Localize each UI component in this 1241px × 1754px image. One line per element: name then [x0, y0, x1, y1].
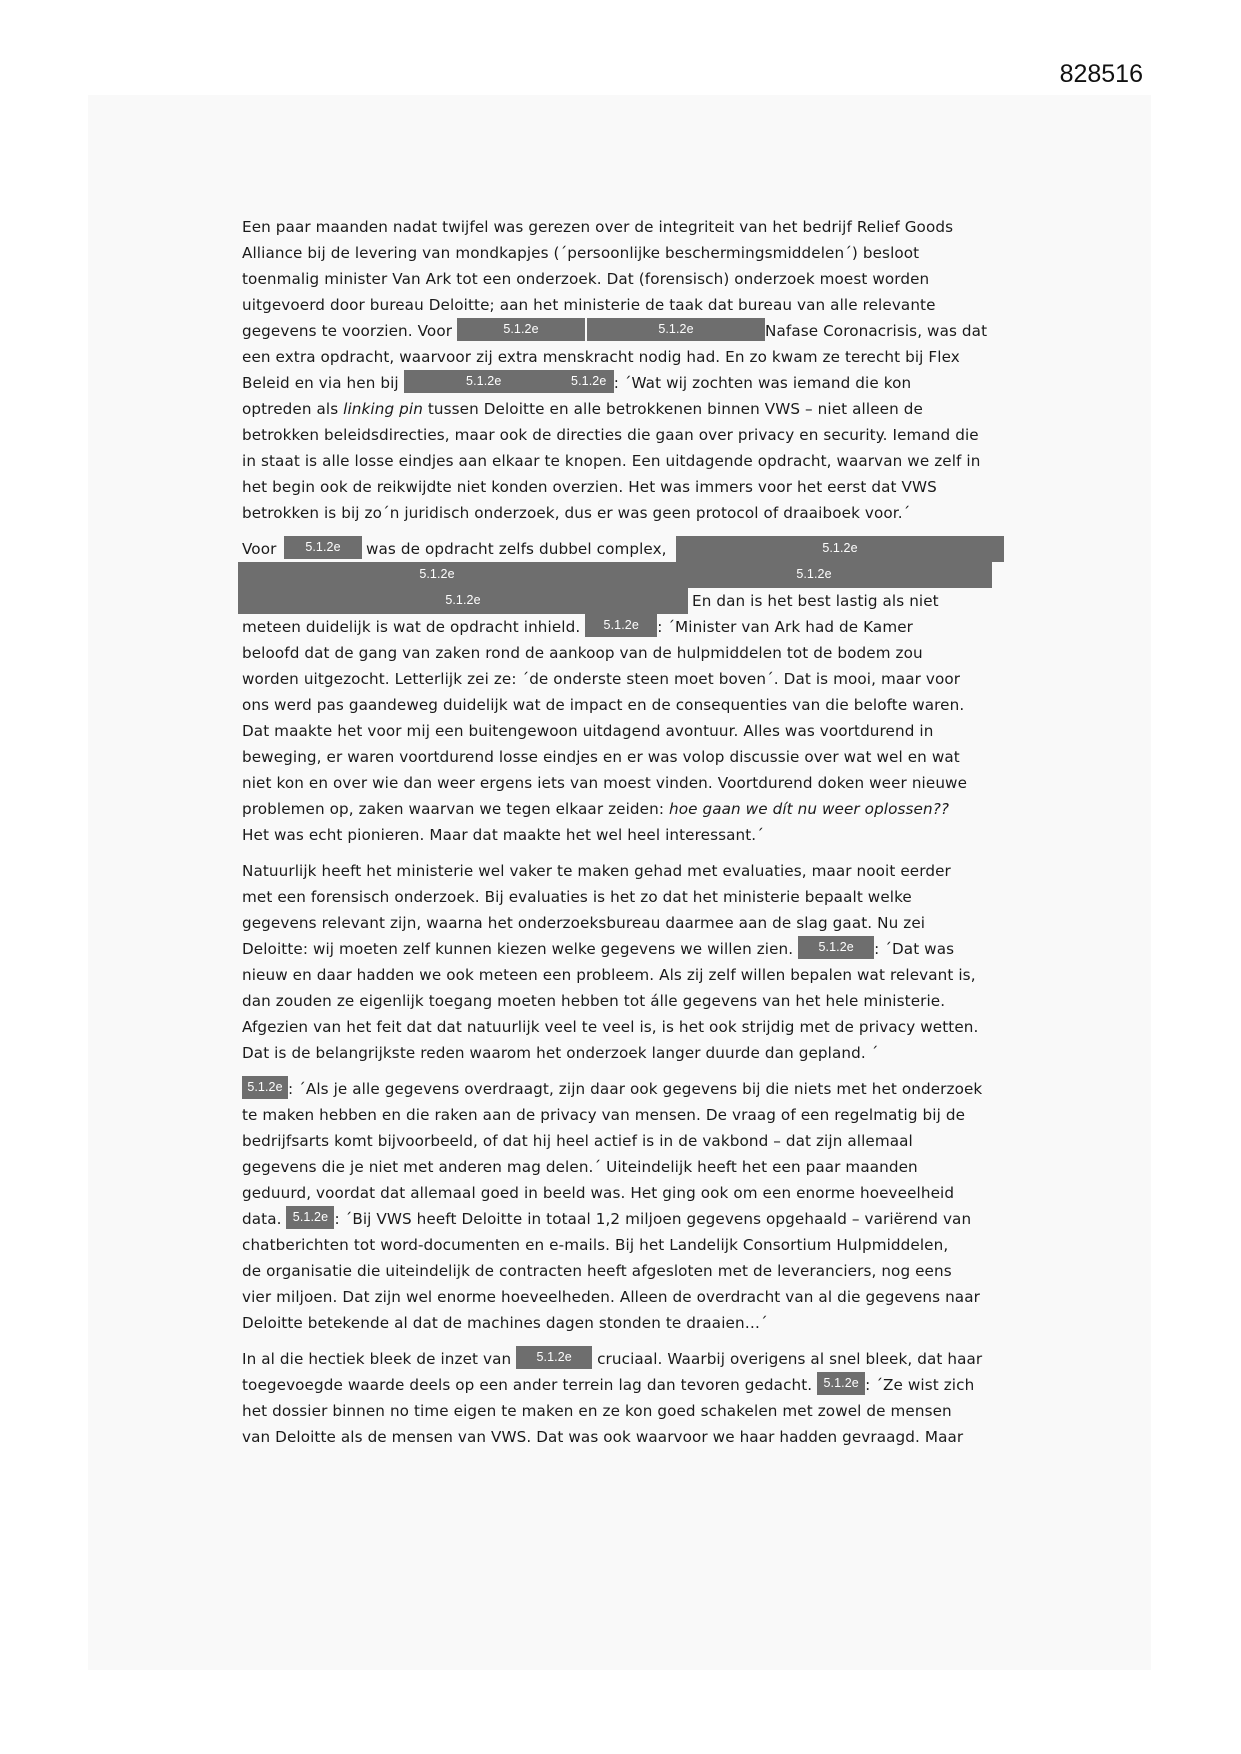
text-line: toenmalig minister Van Ark tot een onderzoek. Dat (forensisch) onderzoek moest worden: [242, 270, 930, 288]
redaction-box: 5.1.2e: [564, 370, 614, 393]
text-line: te maken hebben en die raken aan de privacy van mensen. De vraag of een regelmatig bij de: [242, 1106, 966, 1124]
text-line: [242, 796, 1012, 822]
text-line: Afgezien van het feit dat dat natuurlijk veel te veel is, is het ook strijdig met de privacy wetten.: [242, 1018, 979, 1036]
text-line: [242, 318, 1012, 344]
text-line: ons werd pas gaandeweg duidelijk wat de impact en de consequenties van die belofte waren.: [242, 696, 965, 714]
text-line: [242, 1076, 1012, 1102]
text-line: betrokken beleidsdirecties, maar ook de directies die gaan over privacy en security. Iemand die: [242, 426, 979, 444]
text-fragment: : ´Dat was: [874, 940, 955, 958]
text-line: een extra opdracht, waarvoor zij extra menskracht nodig had. En zo kwam ze terecht bij Flex: [242, 348, 960, 366]
text-line: Dat maakte het voor mij een buitengewoon uitdagend avontuur. Alles was voortdurend in: [242, 722, 934, 740]
paragraph-4: [242, 1076, 1012, 1336]
redaction-box: 5.1.2e: [238, 588, 688, 614]
text-line: met een forensisch onderzoek. Bij evaluaties is het zo dat het ministerie bepaalt welke: [242, 888, 912, 906]
text-line: bedrijfsarts komt bijvoorbeeld, of dat hij heel actief is in de vakbond – dat zijn allemaal: [242, 1132, 913, 1150]
redaction-box: 5.1.2e: [636, 562, 992, 588]
text-fragment: was de opdracht zelfs dubbel complex,: [366, 540, 667, 558]
redaction-box: 5.1.2e: [516, 1346, 592, 1369]
text-line: het dossier binnen no time eigen te maken en ze kon goed schakelen met zowel de mensen: [242, 1402, 952, 1420]
redaction-box: 5.1.2e: [286, 1206, 334, 1229]
text-fragment: En dan is het best lastig als niet: [692, 592, 939, 610]
text-fragment: optreden als: [242, 400, 344, 418]
redaction-box: 5.1.2e: [676, 536, 1004, 562]
text-fragment: Beleid en via hen bij: [242, 374, 399, 392]
text-fragment: data.: [242, 1210, 282, 1228]
text-fragment: Nafase Coronacrisis, was dat: [765, 322, 988, 340]
text-line: het begin ook de reikwijdte niet konden overzien. Het was immers voor het eerst dat VWS: [242, 478, 937, 496]
text-line: beloofd dat de gang van zaken rond de aankoop van de hulpmiddelen tot de bodem zou: [242, 644, 923, 662]
text-line: Een paar maanden nadat twijfel was gerezen over de integriteit van het bedrijf Relief Goods: [242, 218, 954, 236]
paragraph-2: [242, 536, 1012, 848]
text-fragment: In al die hectiek bleek de inzet van: [242, 1350, 512, 1368]
text-line: gegevens relevant zijn, waarna het onderzoeksbureau daarmee aan de slag gaat. Nu zei: [242, 914, 926, 932]
text-fragment: : ´Ze wist zich: [865, 1376, 975, 1394]
redaction-box: 5.1.2e: [798, 936, 874, 959]
redaction-box: 5.1.2e: [404, 370, 564, 393]
text-line: uitgevoerd door bureau Deloitte; aan het ministerie de taak dat bureau van alle relevante: [242, 296, 936, 314]
redaction-box: 5.1.2e: [587, 318, 765, 341]
text-line: [242, 1372, 1012, 1398]
text-line: Natuurlijk heeft het ministerie wel vaker te maken gehad met evaluaties, maar nooit eerder: [242, 862, 951, 880]
paragraph-5: [242, 1346, 1012, 1450]
text-line: in staat is alle losse eindjes aan elkaar te knopen. Een uitdagende opdracht, waarvan we zelf in: [242, 452, 981, 470]
text-line: worden uitgezocht. Letterlijk zei ze: ´de onderste steen moet boven´. Dat is mooi, maar voor: [242, 670, 961, 688]
document-number: 828516: [1059, 60, 1143, 88]
text-fragment: problemen op, zaken waarvan we tegen elkaar zeiden:: [242, 800, 669, 818]
redaction-box: 5.1.2e: [284, 536, 362, 559]
text-line: nieuw en daar hadden we ook meteen een probleem. Als zij zelf willen bepalen wat relevant is,: [242, 966, 976, 984]
text-line: betrokken is bij zo´n juridisch onderzoek, dus er was geen protocol of draaiboek voor.´: [242, 504, 911, 522]
text-fragment: : ´Als je alle gegevens overdraagt, zijn daar ook gegevens bij die niets met het onderzoek: [288, 1080, 983, 1098]
redaction-box: 5.1.2e: [238, 562, 636, 588]
text-line: [242, 536, 1012, 562]
redaction-box: 5.1.2e: [585, 614, 657, 637]
text-line: beweging, er waren voortdurend losse eindjes en er was volop discussie over wat wel en wat: [242, 748, 960, 766]
text-line: [242, 1206, 1012, 1232]
text-fragment: Voor: [242, 540, 277, 558]
italic-text: linking pin: [343, 400, 423, 418]
text-fragment: Deloitte: wij moeten zelf kunnen kiezen welke gegevens we willen zien.: [242, 940, 794, 958]
text-fragment: : ´Minister van Ark had de Kamer: [657, 618, 914, 636]
redacted-line: [242, 562, 1012, 588]
text-line: geduurd, voordat dat allemaal goed in beeld was. Het ging ook om een enorme hoeveelheid: [242, 1184, 955, 1202]
paragraph-3: [242, 858, 1012, 1066]
text-line: [242, 614, 1012, 640]
text-line: de organisatie die uiteindelijk de contracten heeft afgesloten met de leveranciers, nog eens: [242, 1262, 952, 1280]
text-fragment: : ´Bij VWS heeft Deloitte in totaal 1,2 miljoen gegevens opgehaald – variërend van: [334, 1210, 972, 1228]
text-line: [242, 370, 1012, 396]
text-line: niet kon en over wie dan weer ergens iets van moest vinden. Voortdurend doken weer nieuwe: [242, 774, 968, 792]
text-fragment: meteen duidelijk is wat de opdracht inhield.: [242, 618, 581, 636]
text-line: chatberichten tot word-documenten en e-mails. Bij het Landelijk Consortium Hulpmiddelen,: [242, 1236, 949, 1254]
text-line: Deloitte betekende al dat de machines dagen stonden te draaien…´: [242, 1314, 768, 1332]
text-line: gegevens die je niet met anderen mag delen.´ Uiteindelijk heeft het een paar maanden: [242, 1158, 918, 1176]
text-line: [242, 588, 1012, 614]
text-fragment: toegevoegde waarde deels op een ander terrein lag dan tevoren gedacht.: [242, 1376, 813, 1394]
redaction-box: 5.1.2e: [817, 1372, 865, 1395]
text-line: [242, 936, 1012, 962]
text-line: van Deloitte als de mensen van VWS. Dat was ook waarvoor we haar hadden gevraagd. Maar: [242, 1428, 964, 1446]
redaction-box: 5.1.2e: [457, 318, 585, 341]
text-fragment: : ´Wat wij zochten was iemand die kon: [613, 374, 912, 392]
document-body: [242, 214, 1012, 1460]
redaction-box: 5.1.2e: [242, 1076, 288, 1099]
text-line: [242, 1346, 1012, 1372]
text-line: dan zouden ze eigenlijk toegang moeten hebben tot álle gegevens van het hele ministerie.: [242, 992, 946, 1010]
text-fragment: cruciaal. Waarbij overigens al snel bleek, dat haar: [597, 1350, 983, 1368]
text-line: Het was echt pionieren. Maar dat maakte het wel heel interessant.´: [242, 826, 764, 844]
text-line: Alliance bij de levering van mondkapjes (´persoonlijke beschermingsmiddelen´) besloot: [242, 244, 920, 262]
paragraph-1: [242, 214, 1012, 526]
text-fragment: tussen Deloitte en alle betrokkenen binnen VWS – niet alleen de: [422, 400, 923, 418]
text-line: vier miljoen. Dat zijn wel enorme hoeveelheden. Alleen de overdracht van al die gegevens naar: [242, 1288, 980, 1306]
text-line: Dat is de belangrijkste reden waarom het onderzoek langer duurde dan gepland. ´: [242, 1044, 879, 1062]
italic-text: hoe gaan we dít nu weer oplossen??: [668, 800, 950, 818]
text-fragment: gegevens te voorzien. Voor: [242, 322, 453, 340]
text-line: [242, 396, 1012, 422]
